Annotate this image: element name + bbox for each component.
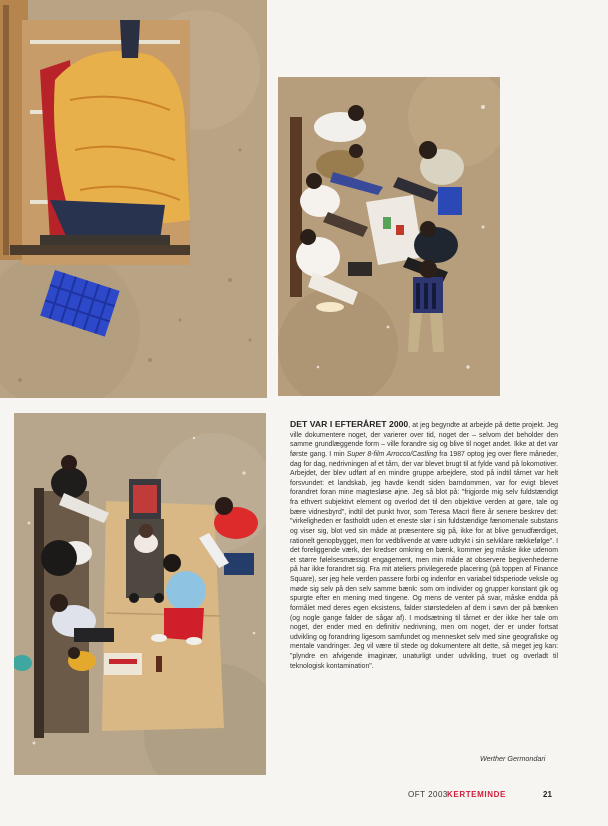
photo-sleeping-on-bench [0, 0, 267, 398]
page-number: 21 [543, 790, 552, 799]
article-text-part-1: , at jeg begyndte at arbejde på dette projekt. Jeg ville dokumentere noget, der varierer over tid, noget der – selvom det beholder den samme grundlæggende form – ville forandre sig og blive til noget andet. Ikke at det var første gang. I min [290, 422, 559, 458]
photo-card-players [278, 77, 500, 396]
film-title-2: Arrocco/Castling [386, 450, 438, 458]
photo-family-on-bench [14, 413, 266, 775]
article-lead: DET VAR I EFTERÅRET 2000 [290, 419, 409, 429]
article-text-part-2: fra 1987 optog jeg over flere måneder, dag for dag, nedrivningen af et tårn, der var blevet brugt til at fylde vand på lokomotiver. Arbejdet, der blev udført af en mindre gruppe arbejdere, stod på indtil tårnet var helt forsvundet: et landskab, jeg havde kendt siden barndommen, var for evigt blevet forandret foran mine magtesløse øjne. Jeg så blot på: "frigjorde mig selv fuldstændigt fra ethvert subjektivt element og overlod det til den objektive verden at gøre, tale og bære vidnesbyrd", indtil det punkt hvor, som Teresa Macrì flere år senere beskrev det: "virkeligheden er fastholdt uden et eneste slør i sin fuldstændige fænomenale substans og viser sig, blot ved sin måde at præsentere sig på, ikke for at blive genudfærdiget, rationelt genopbygget, men for vedblivende at være udtrykt i sin selvklare rækkefølge". I det foreliggende værk, der kredser omkring en bænk, kommer jeg måske ikke udenom et større følelsesmæssigt engagement, men min måde at observere begivenhederne på har ikke forandret sig. Fra mit ateliers privilegerede placering (på toppen af Finance Square), ser jeg hele verden passere forbi og indenfor en variabel tidsperiode veksle og møde sig selv på den selv samme bænk: som om individer og grupper konstant gik og spurgte efter en mening med tingene. Og mens de venter på svar, måske endda på formålet med deres egen eksistens, falder størstedelen af dem i søvn der på bænken (og nogle gange falder de sågar af). I modsætning til tårnet er der ikke her tale om noget, der ender med en definitiv nedrivning, men om noget, der er under fortsat udvikling og forandring ligesom samfundet og mennesket selv med sine geografiske og mentale vandringer. Jeg vil være til stede og dokumentere alt dette, så meget jeg kan: "plyndre en afvigende imaginær, unaturligt under udvikling, truet og overladt til teknologisk kontamination". [290, 450, 559, 670]
footer-magazine-name: KERTEMINDE [447, 790, 506, 799]
author-signature: Werther Germondari [480, 754, 546, 763]
film-title-1: Super 8-film [346, 450, 385, 458]
article-body [290, 420, 558, 671]
footer-issue: OFT 2003 [408, 790, 448, 799]
